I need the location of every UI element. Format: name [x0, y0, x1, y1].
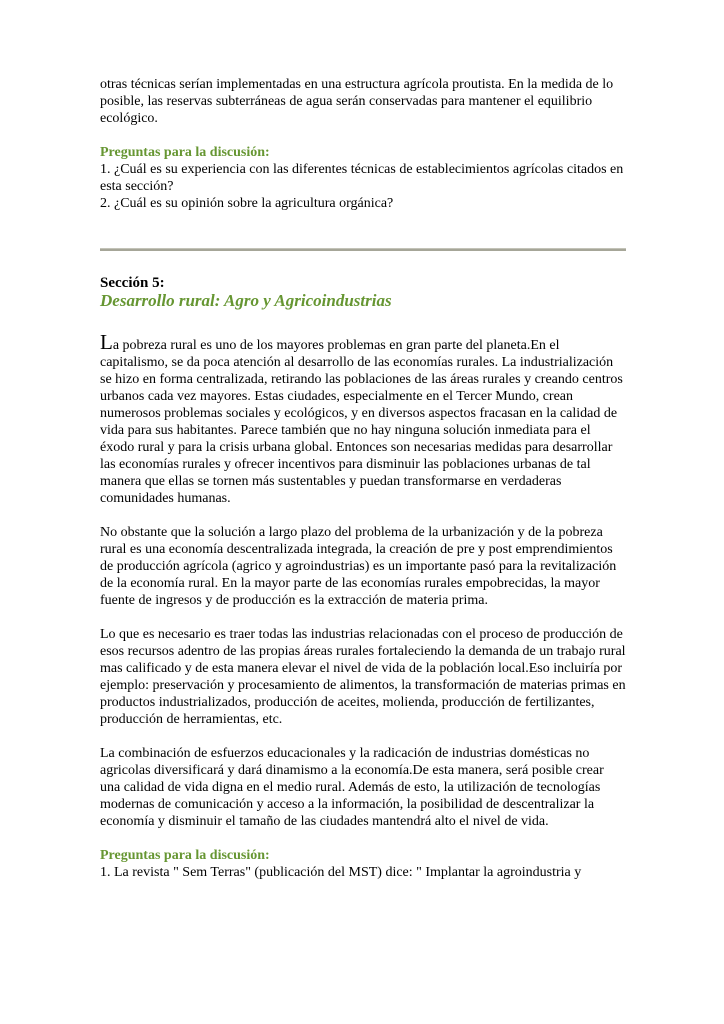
document-page — [100, 76, 626, 898]
discussion-heading: Preguntas para la discusión: — [100, 145, 270, 160]
discussion-item: 2. ¿Cuál es su opinión sobre la agricultura orgánica? — [100, 196, 394, 211]
body-paragraph-text: a pobreza rural es uno de los mayores problemas en gran parte del planeta.En el capitalismo, se da poca atención al desarrollo de las economías rurales. La industrialización se hizo en forma centralizada, retirando las poblaciones de las áreas rurales y creando centros urbanos cada vez mayores. Estas ciudades, especialmente en el Tercer Mundo, crean numerosos problemas sociales y ecológicos, y en diversos aspectos fracasan en la calidad de vida para sus habitantes. Parece también que no hay ninguna solución inmediata para el éxodo rural y para la crisis urbana global. Entonces son necesarias medidas para desarrollar las economías rurales y ofrecer incentivos para disminuir las poblaciones urbanas de tal manera que ellas se tornen más sustentables y puedan transformarse en verdaderas comunidades humanas. — [100, 338, 623, 506]
intro-paragraph: otras técnicas serían implementadas en una estructura agrícola proutista. En la medida de lo posible, las reservas subterráneas de agua serán conservadas para mantener el equilibrio ecológico. — [100, 77, 614, 126]
section-heading — [100, 275, 626, 309]
body-paragraph — [100, 330, 626, 507]
discussion-item: 1. La revista " Sem Terras" (publicación del MST) dice: " Implantar la agroindustria y — [100, 865, 582, 880]
section-label: Sección 5: — [100, 275, 165, 291]
body-paragraph: No obstante que la solución a largo plazo del problema de la urbanización y de la pobreza rural es una economía descentralizada integrada, la creación de pre y post emprendimientos de producción agrícola (agrico y agroindustrias) es un importante pasó para la revitalización de la economía rural. En la mayor parte de las economías rurales empobrecidas, la mayor fuente de ingresos y de producción es la extracción de materia prima. — [100, 525, 617, 608]
discussion-item: 1. ¿Cuál es su experiencia con las diferentes técnicas de establecimientos agrícolas citados en esta sección? — [100, 162, 624, 194]
body-paragraph: La combinación de esfuerzos educacionales y la radicación de industrias domésticas no agricolas diversificará y dará dinamismo a la economía.De esta manera, será posible crear una calidad de vida digna en el medio rural. Además de esto, la utilización de tecnologías modernas de comunicación y acceso a la información, la posibilidad de descentralizar la economía y disminuir el tamaño de las ciudades mantendrá alto el nivel de vida. — [100, 746, 604, 829]
body-paragraph: Lo que es necesario es traer todas las industrias relacionadas con el proceso de producción de esos recursos adentro de las propias áreas rurales fortaleciendo la demanda de un trabajo rural mas calificado y de esta manera elevar el nivel de vida de la población local.Eso incluiría por ejemplo: preservación y procesamiento de alimentos, la transformación de materias primas en productos industrializados, producción de aceites, molienda, producción de fertilizantes, producción de herramientas, etc. — [100, 627, 626, 727]
discussion-heading: Preguntas para la discusión: — [100, 848, 270, 863]
section-title: Desarrollo rural: Agro y Agricoindustrias — [100, 291, 392, 310]
discussion-block-top — [100, 144, 626, 212]
discussion-block-bottom — [100, 847, 626, 881]
drop-cap: L — [100, 330, 113, 354]
section-divider — [100, 248, 626, 251]
